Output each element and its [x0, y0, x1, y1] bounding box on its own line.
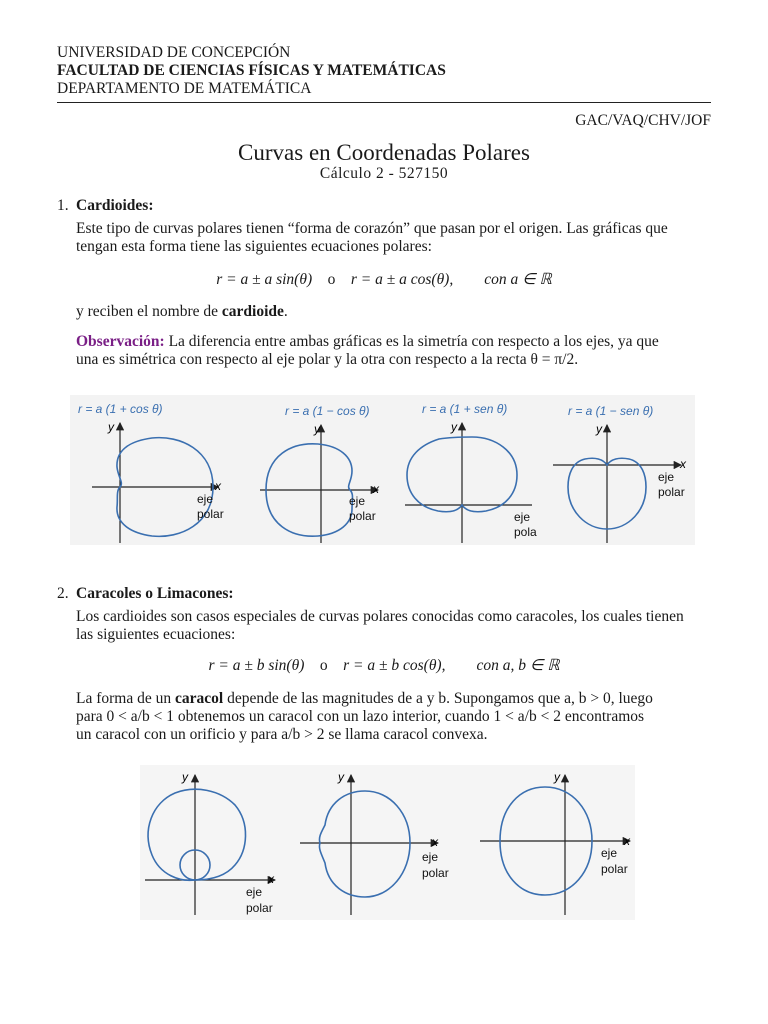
equation-sin: r = a ± a sin(θ)	[216, 271, 313, 288]
equation-separator: o	[327, 271, 336, 288]
polar-caption-2: polar	[658, 485, 685, 499]
equation-separator: o	[319, 657, 328, 674]
faculty-name: FACULTAD DE CIENCIAS FÍSICAS Y MATEMÁTICAS	[57, 62, 446, 79]
equation-cos: r = a ± b cos(θ),	[343, 657, 446, 674]
limacon-figures	[140, 765, 635, 920]
polar-caption-1: eje	[601, 846, 618, 860]
section-2-para-2-line-3: un caracol con un orificio y para a/b > 2 se llama caracol convexa.	[76, 726, 488, 743]
equation-sin: r = a ± b sin(θ)	[208, 657, 305, 674]
section-2-para-2-line-2: para 0 < a/b < 1 obtenemos un caracol con un lazo interior, cuando 1 < a/b < 2 encontramos	[76, 708, 645, 725]
cardioid-figures	[70, 395, 695, 545]
section-2-heading: Caracoles o Limacones:	[76, 585, 234, 602]
para-2-prefix: y reciben el nombre de	[76, 303, 222, 320]
equation-condition: con a ∈ ℝ	[484, 271, 552, 288]
term-cardioide: cardioide	[221, 303, 284, 320]
department-name: DEPARTAMENTO DE MATEMÁTICA	[57, 80, 312, 97]
header-rule	[57, 102, 711, 103]
para-2-line-1-a: La forma de un	[76, 690, 175, 707]
section-2-para-2-line-1	[76, 689, 653, 709]
polar-caption-1: eje	[349, 494, 366, 508]
equation-cos: r = a ± a cos(θ),	[350, 271, 454, 288]
document-subtitle: Cálculo 2 - 527150	[319, 165, 449, 182]
cardioid-3-label: r = a (1 + sen θ)	[422, 402, 508, 416]
observation-label: Observación:	[76, 333, 165, 350]
section-1-para-2	[76, 302, 288, 322]
cardioid-1-label: r = a (1 + cos θ)	[78, 402, 163, 416]
polar-caption-2: polar	[197, 507, 224, 521]
polar-caption-2: polar	[349, 509, 376, 523]
section-1-heading: Cardioides:	[76, 197, 154, 214]
observation-line-2: una es simétrica con respecto al eje polar y la otra con respecto a la recta θ = π/2.	[76, 351, 579, 368]
document-title: Curvas en Coordenadas Polares	[238, 140, 530, 165]
section-2-number: 2.	[57, 585, 69, 602]
cardioid-4-label: r = a (1 − sen θ)	[568, 404, 654, 418]
polar-caption-2: polar	[601, 862, 628, 876]
observation-line-1	[76, 332, 659, 352]
polar-caption-1: eje	[514, 510, 531, 524]
university-name: UNIVERSIDAD DE CONCEPCIÓN	[57, 44, 291, 61]
x-axis-label: x	[268, 872, 274, 886]
y-axis-label: y	[182, 770, 188, 784]
y-axis-label: y	[596, 422, 602, 436]
header-block	[57, 44, 446, 98]
polar-caption-2: polar	[422, 866, 449, 880]
section-1-para-1-line-2: tengan esta forma tiene las siguientes ecuaciones polares:	[76, 238, 432, 255]
x-axis-label: x	[373, 482, 379, 496]
observation-text-1: La diferencia entre ambas gráficas es la simetría con respecto a los ejes, ya que	[164, 333, 659, 350]
para-2-suffix: .	[283, 303, 288, 320]
polar-caption-1: eje	[658, 470, 675, 484]
term-caracol: caracol	[175, 690, 224, 707]
section-2-para-1-line-1: Los cardioides son casos especiales de curvas polares conocidas como caracoles, los cuales tienen	[76, 608, 684, 625]
equation-condition: con a, b ∈ ℝ	[476, 657, 560, 674]
polar-caption-1: eje	[422, 850, 439, 864]
section-2-equation	[0, 656, 768, 675]
authors-code: GAC/VAQ/CHV/JOF	[575, 112, 711, 129]
polar-caption-1: eje	[246, 885, 263, 899]
polar-caption-2: polar	[246, 901, 273, 915]
section-1-number: 1.	[57, 197, 69, 214]
section-1-para-1-line-1: Este tipo de curvas polares tienen “forma de corazón” que pasan por el origen. Las gráficas que	[76, 220, 668, 237]
section-1-equation	[0, 270, 768, 289]
polar-caption-2: pola	[514, 525, 537, 539]
y-axis-label: y	[554, 770, 560, 784]
para-2-line-1-b: depende de las magnitudes de a y b. Supongamos que a, b > 0, luego	[223, 690, 653, 707]
x-axis-label: x	[680, 457, 686, 471]
section-2-para-1-line-2: las siguientes ecuaciones:	[76, 626, 236, 643]
y-axis-label: y	[314, 422, 320, 436]
x-axis-label: x	[432, 835, 438, 849]
cardioid-2-label: r = a (1 − cos θ)	[285, 404, 370, 418]
x-axis-label: x	[624, 834, 630, 848]
y-axis-label: y	[451, 420, 457, 434]
y-axis-label: y	[338, 770, 344, 784]
x-axis-label: x	[215, 479, 221, 493]
polar-caption-1: eje	[197, 492, 214, 506]
y-axis-label: y	[108, 420, 114, 434]
